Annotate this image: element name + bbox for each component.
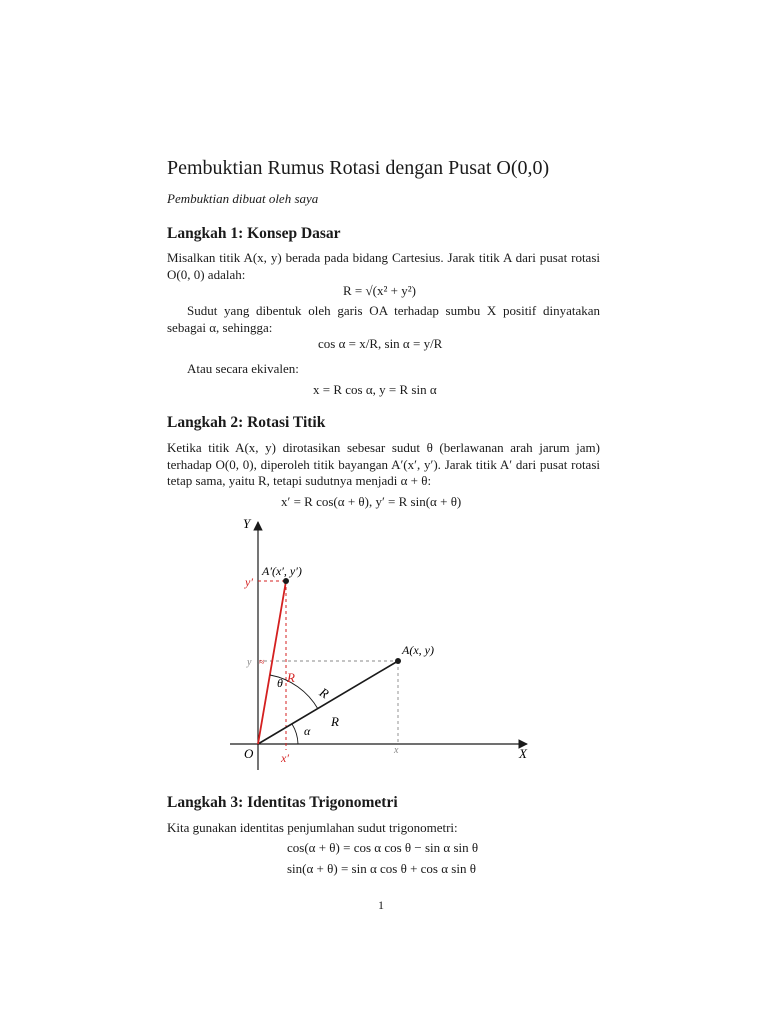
- point-A-label: A(x, y): [402, 643, 434, 657]
- y-label: y: [247, 657, 252, 668]
- R-red-label: R: [287, 670, 295, 685]
- R-label-upper: R: [316, 684, 332, 702]
- point-A-prime-label: A′(x′, y′): [262, 564, 302, 578]
- step1-paragraph-2: Sudut yang dibentuk oleh garis OA terhadap sumbu X positif dinyatakan sebagai α, sehingga:: [167, 303, 600, 335]
- R-label-lower: R: [331, 714, 339, 729]
- page-number: 1: [378, 898, 384, 912]
- step1-heading: Langkah 1: Konsep Dasar: [167, 225, 341, 242]
- equation-R: R = √(x² + y²): [343, 283, 416, 298]
- step3-heading: Langkah 3: Identitas Trigonometri: [167, 794, 398, 811]
- alpha-label: α: [304, 724, 311, 738]
- step2-heading: Langkah 2: Rotasi Titik: [167, 414, 326, 431]
- point-A-prime: [283, 578, 289, 584]
- identity-cos-sum: cos(α + θ) = cos α cos θ − sin α sin θ: [287, 840, 479, 855]
- y-axis-label: Y: [243, 516, 251, 531]
- equation-trig-ratios: cos α = x/R, sin α = y/R: [318, 336, 443, 351]
- identity-sin-sum: sin(α + θ) = sin α cos θ + cos α sin θ: [287, 861, 476, 876]
- x-axis-label: X: [519, 746, 527, 761]
- approx-label: ≈: [259, 657, 265, 668]
- byline: Pembuktian dibuat oleh saya: [167, 191, 319, 206]
- equation-xy: x = R cos α, y = R sin α: [313, 382, 437, 397]
- alpha-arc: [292, 724, 298, 744]
- origin-label: O: [244, 746, 254, 761]
- step2-paragraph-1: Ketika titik A(x, y) dirotasikan sebesar sudut θ (berlawanan arah jarum jam) terhadap O(0, 0), diperoleh titik bayangan A′(x′, y′). Jarak titik A′ dari pusat rotasi tetap sama, yaitu R, tetapi sudutnya menjadi α + θ:: [167, 440, 600, 488]
- step1-paragraph-1: Misalkan titik A(x, y) berada pada bidang Cartesius. Jarak titik A dari pusat rotasi O(0, 0) adalah:: [167, 250, 600, 282]
- segment-OA: [258, 661, 398, 744]
- y-prime-label: y′: [245, 575, 253, 589]
- x-prime-label: x′: [281, 751, 289, 765]
- step3-paragraph-1: Kita gunakan identitas penjumlahan sudut trigonometri:: [167, 820, 458, 835]
- point-A: [395, 658, 401, 664]
- equation-rotation: x′ = R cos(α + θ), y′ = R sin(α + θ): [281, 494, 462, 509]
- page-title: Pembuktian Rumus Rotasi dengan Pusat O(0,0): [167, 157, 550, 179]
- x-label: x: [394, 745, 399, 756]
- theta-label: θ: [277, 676, 283, 690]
- step1-paragraph-3: Atau secara ekivalen:: [187, 361, 299, 376]
